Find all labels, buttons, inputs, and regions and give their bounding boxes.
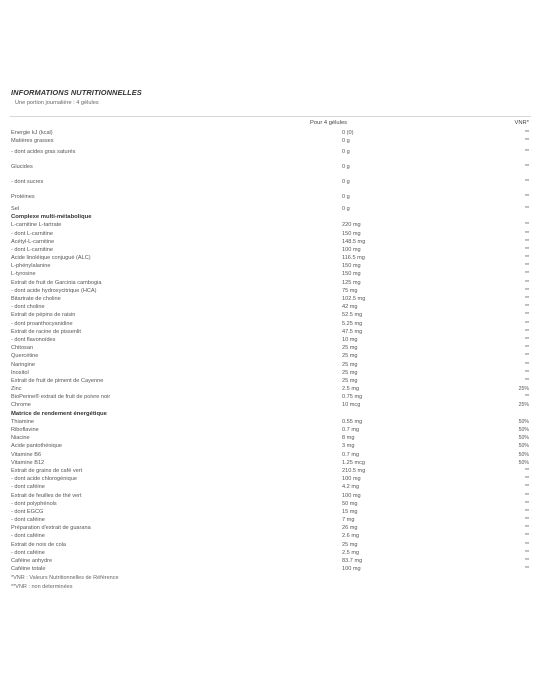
table-row	[10, 377, 531, 385]
nutrient-vnr: **	[524, 500, 529, 507]
nutrient-amount: 150 mg	[342, 271, 361, 278]
nutrient-name: Inositol	[11, 369, 29, 376]
table-row	[10, 279, 531, 287]
nutrient-vnr: **	[524, 130, 529, 136]
table-row	[10, 311, 531, 319]
panel-subtitle: Une portion journalière : 4 gélules	[15, 100, 99, 106]
nutrient-name: Quercétine	[11, 353, 39, 360]
panel-title: INFORMATIONS NUTRITIONNELLES	[11, 88, 142, 97]
nutrient-name: - dont acide chlorogénique	[11, 476, 77, 483]
nutrient-amount: 100 mg	[342, 492, 361, 499]
nutrient-vnr: 25%	[518, 386, 529, 393]
nutrient-name: L-carnitine L-tartrate	[11, 222, 62, 229]
nutrient-vnr: **	[524, 179, 529, 186]
nutrient-amount: 15 mg	[342, 508, 358, 515]
nutrient-vnr: **	[524, 377, 529, 384]
table-row	[10, 328, 531, 336]
nutrient-name: Préparation d'extrait de guarana	[11, 525, 91, 532]
nutrient-vnr: **	[524, 345, 529, 352]
nutrient-name: Extrait de fruit de piment de Cayenne	[11, 377, 104, 384]
nutrient-vnr: 50%	[518, 451, 529, 458]
table-row	[10, 262, 531, 270]
nutrient-amount: 125 mg	[342, 279, 361, 286]
table-row	[10, 336, 531, 344]
nutrient-name: - dont L-carnitine	[11, 246, 53, 253]
nutrient-name: Chrome	[11, 402, 31, 409]
table-row	[10, 238, 531, 246]
nutrient-name: - dont flavonoïdes	[11, 336, 56, 343]
nutrient-name: - dont acide hydroxycitrique (HCA)	[11, 287, 97, 294]
nutrient-vnr: **	[524, 320, 529, 327]
nutrient-vnr: **	[524, 304, 529, 311]
nutrient-name: BioPerine® extrait de fruit de poivre noir	[11, 394, 111, 401]
table-row	[10, 145, 531, 160]
nutrient-name: - dont polyphénols	[11, 500, 57, 507]
nutrient-name: Matières grasses	[11, 138, 54, 145]
nutrient-vnr: **	[524, 558, 529, 564]
nutrient-vnr: **	[524, 246, 529, 253]
section-header-row	[10, 213, 531, 221]
nutrient-vnr: **	[524, 361, 529, 368]
table-header	[10, 117, 531, 129]
nutrient-amount: 0.55 mg	[342, 418, 363, 425]
nutrient-amount: 25 mg	[342, 377, 358, 384]
nutrient-amount: 0.75 mg	[342, 394, 363, 401]
nutrient-vnr: **	[524, 508, 529, 515]
nutrient-name: Bitartrate de choline	[11, 296, 61, 302]
nutrient-amount: 83.7 mg	[342, 558, 363, 564]
nutrient-name: Extrait de pépins de raisin	[11, 312, 76, 319]
table-row	[10, 369, 531, 377]
nutrient-vnr: **	[524, 533, 529, 540]
nutrient-name: - dont caféine	[11, 533, 45, 540]
nutrient-amount: 25 mg	[342, 369, 358, 376]
nutrient-name: Matrice de rendement énergétique	[11, 410, 107, 417]
nutrient-name: Vitamine B6	[11, 451, 42, 458]
table-row	[10, 385, 531, 393]
nutrient-amount: 10 mg	[342, 336, 358, 343]
portion-column-header: Pour 4 gélules	[310, 120, 348, 126]
nutrient-name: Sel	[11, 205, 20, 212]
nutrient-vnr: **	[524, 279, 529, 286]
nutrient-vnr: **	[524, 369, 529, 376]
nutrient-name: Niacine	[11, 435, 30, 442]
nutrient-vnr: 25%	[518, 402, 529, 409]
nutrient-amount: 210.5 mg	[342, 467, 366, 474]
nutrient-amount: 1.25 mcg	[342, 459, 366, 466]
nutrient-amount: 50 mg	[342, 500, 358, 507]
table-row	[10, 160, 531, 175]
nutrient-name: Extrait de feuilles de thé vert	[11, 492, 82, 499]
nutrient-amount: 10 mcg	[342, 402, 361, 409]
table-row	[10, 344, 531, 352]
table-row	[10, 524, 531, 532]
nutrient-name: - dont caféine	[11, 549, 45, 556]
table-row	[10, 303, 531, 311]
nutrient-vnr: **	[524, 263, 529, 270]
nutrient-amount: 3 mg	[342, 443, 355, 450]
nutrient-amount: 102.5 mg	[342, 296, 366, 302]
nutrient-name: - dont proanthocyanidine	[11, 320, 73, 327]
table-row	[10, 352, 531, 360]
nutrient-name: Extrait de racine de pissenlit	[11, 328, 81, 335]
nutrient-vnr: 50%	[518, 459, 529, 466]
footnotes	[10, 574, 531, 590]
nutrient-amount: 52.5 mg	[342, 312, 363, 319]
nutrient-amount: 116.5 mg	[342, 255, 365, 262]
nutrient-amount: 5.25 mg	[342, 320, 363, 327]
nutrient-amount: 25 mg	[342, 361, 358, 368]
nutrient-amount: 100 mg	[342, 566, 361, 573]
nutrient-vnr: **	[524, 566, 529, 573]
nutrient-vnr: **	[524, 467, 529, 474]
table-row	[10, 175, 531, 190]
table-row	[10, 500, 531, 508]
table-row	[10, 246, 531, 254]
nutrient-vnr: 50%	[518, 418, 529, 425]
nutrient-name: Energie kJ (kcal)	[11, 130, 53, 136]
nutrient-name: L-tyrosine	[11, 271, 36, 278]
nutrient-name: - dont acides gras saturés	[11, 149, 76, 156]
nutrient-name: L-phénylalanine	[11, 263, 51, 270]
nutrient-amount: 0 g	[342, 194, 350, 201]
table-row	[10, 483, 531, 491]
table-row	[10, 516, 531, 524]
section-header-row	[10, 410, 531, 418]
nutrient-vnr: **	[524, 238, 529, 245]
nutrient-name: - dont sucres	[11, 179, 44, 186]
nutrient-amount: 0 g	[342, 138, 350, 145]
nutrient-vnr: **	[524, 222, 529, 229]
nutrient-name: - dont L-carnitine	[11, 230, 53, 237]
nutrient-amount: 0.7 mg	[342, 451, 360, 458]
nutrient-amount: 220 mg	[342, 222, 361, 229]
table-row	[10, 549, 531, 557]
nutrient-name: Acétyl-L-carnitine	[11, 238, 55, 245]
table-row	[10, 320, 531, 328]
table-row	[10, 270, 531, 278]
nutrient-amount: 0 g	[342, 164, 350, 171]
nutrient-amount: 2.6 mg	[342, 533, 360, 540]
nutrient-amount: 26 mg	[342, 525, 358, 532]
nutrient-name: Extrait de fruit de Garcinia cambogia	[11, 279, 102, 286]
nutrient-name: Acide linoléique conjugué (ALC)	[11, 255, 91, 262]
table-row	[10, 418, 531, 426]
table-row	[10, 475, 531, 483]
table-row	[10, 434, 531, 442]
nutrient-amount: 0 g	[342, 149, 350, 156]
nutrient-amount: 2.5 mg	[342, 549, 360, 556]
nutrient-amount: 100 mg	[342, 476, 361, 483]
nutrient-name: - dont caféine	[11, 517, 45, 524]
nutrient-name: Vitamine B12	[11, 459, 45, 466]
nutrient-name: Extrait de grains de café vert	[11, 467, 83, 474]
nutrient-name: Riboflavine	[11, 427, 39, 433]
nutrient-vnr: **	[524, 517, 529, 524]
table-row	[10, 442, 531, 450]
nutrient-amount: 0.7 mg	[342, 427, 360, 433]
nutrient-amount: 8 mg	[342, 435, 355, 442]
nutrient-vnr: **	[524, 328, 529, 335]
nutrient-name: Caféine totale	[11, 566, 46, 573]
nutrient-name: Naringine	[11, 361, 35, 368]
nutrient-vnr: **	[524, 492, 529, 499]
nutrient-vnr: **	[524, 287, 529, 294]
table-row	[10, 230, 531, 238]
nutrition-table	[10, 129, 531, 573]
nutrient-amount: 0 g	[342, 205, 350, 212]
table-row	[10, 532, 531, 540]
nutrient-vnr: **	[524, 296, 529, 302]
vnr-column-header: VNR*	[514, 120, 529, 126]
nutrient-amount: 25 mg	[342, 353, 358, 360]
table-row	[10, 467, 531, 475]
table-row	[10, 129, 531, 137]
nutrient-amount: 2.5 mg	[342, 386, 360, 393]
table-row	[10, 361, 531, 369]
table-row	[10, 401, 531, 409]
nutrient-vnr: **	[524, 194, 529, 201]
nutrient-name: Thiamine	[11, 418, 35, 425]
table-row	[10, 137, 531, 145]
nutrient-vnr: **	[524, 138, 529, 145]
table-row	[10, 492, 531, 500]
table-row	[10, 541, 531, 549]
nutrient-vnr: **	[524, 230, 529, 237]
table-row	[10, 508, 531, 516]
nutrient-name: - dont choline	[11, 304, 45, 311]
nutrient-vnr: **	[524, 164, 529, 171]
nutrient-vnr: **	[524, 336, 529, 343]
nutrient-amount: 150 mg	[342, 263, 361, 270]
table-row	[10, 451, 531, 459]
nutrient-vnr: **	[524, 484, 529, 491]
nutrient-vnr: **	[524, 149, 529, 156]
nutrient-amount: 42 mg	[342, 304, 358, 311]
footnote: *VNR : Valeurs Nutritionnelles de Référence	[11, 575, 119, 582]
nutrient-name: Glucides	[11, 164, 33, 171]
footnote: **VNR : non determinées	[11, 583, 73, 590]
table-row	[10, 557, 531, 565]
table-row	[10, 205, 531, 213]
nutrient-vnr: **	[524, 255, 529, 262]
nutrient-name: - dont EGCG	[11, 508, 44, 515]
nutrient-vnr: 50%	[518, 427, 529, 433]
nutrient-vnr: **	[524, 541, 529, 548]
nutrient-name: Acide pantothénique	[11, 443, 63, 450]
nutrient-amount: 25 mg	[342, 345, 358, 352]
nutrient-vnr: **	[524, 476, 529, 483]
nutrient-amount: 100 mg	[342, 246, 361, 253]
nutrient-vnr: **	[524, 525, 529, 532]
nutrient-amount: 0 (0)	[342, 130, 354, 136]
table-row	[10, 254, 531, 262]
table-row	[10, 295, 531, 303]
table-row	[10, 459, 531, 467]
table-row	[10, 393, 531, 401]
nutrient-name: Protéines	[11, 194, 35, 201]
nutrient-vnr: **	[524, 205, 529, 212]
nutrient-vnr: **	[524, 271, 529, 278]
nutrient-amount: 25 mg	[342, 541, 358, 548]
nutrient-name: Complexe multi-métabolique	[11, 214, 92, 221]
table-row	[10, 565, 531, 573]
table-row	[10, 287, 531, 295]
nutrient-amount: 148.5 mg	[342, 238, 366, 245]
nutrient-vnr: **	[524, 312, 529, 319]
nutrient-amount: 0 g	[342, 179, 350, 186]
nutrient-name: Chitosan	[11, 345, 34, 352]
nutrient-amount: 47.5 mg	[342, 328, 363, 335]
nutrient-amount: 75 mg	[342, 287, 358, 294]
table-row	[10, 221, 531, 229]
nutrient-name: - dont caféine	[11, 484, 45, 491]
nutrient-name: Extrait de noix de cola	[11, 541, 67, 548]
nutrient-vnr: **	[524, 353, 529, 360]
table-row	[10, 190, 531, 205]
nutrient-name: Zinc	[11, 386, 22, 393]
nutrient-amount: 7 mg	[342, 517, 355, 524]
nutrient-amount: 150 mg	[342, 230, 361, 237]
nutrient-amount: 4.2 mg	[342, 484, 360, 491]
nutrient-vnr: 50%	[518, 443, 529, 450]
nutrient-vnr: **	[524, 549, 529, 556]
nutrient-name: Caféine anhydre	[11, 558, 53, 564]
nutrition-panel	[10, 88, 531, 591]
table-row	[10, 426, 531, 434]
nutrient-vnr: **	[524, 394, 529, 401]
nutrient-vnr: 50%	[518, 435, 529, 442]
